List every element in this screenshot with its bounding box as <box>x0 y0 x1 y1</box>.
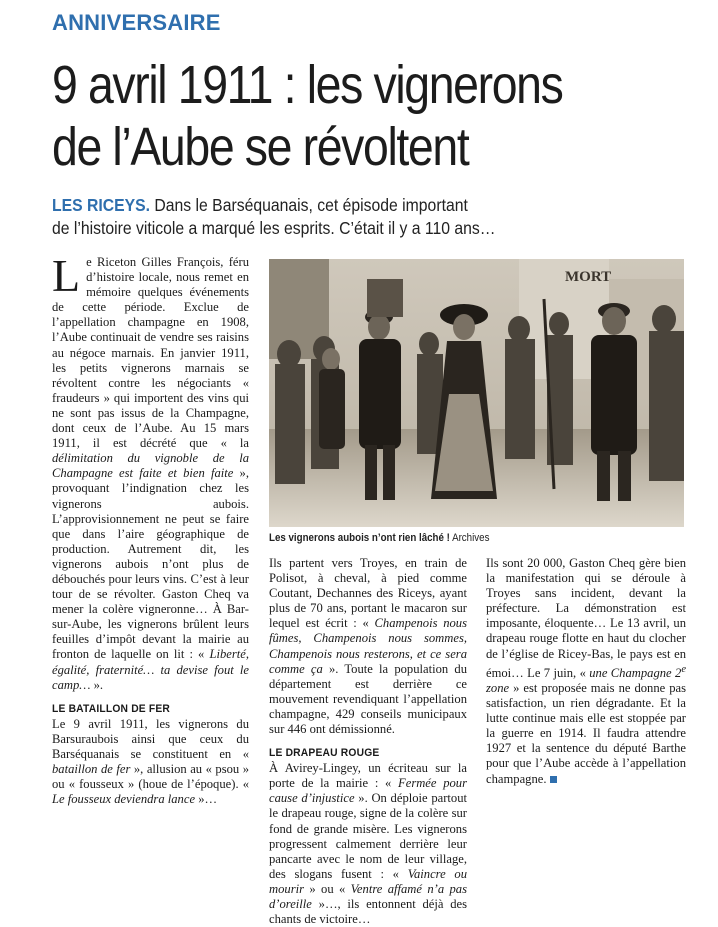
text-run: Ils sont 20 000, Gaston Cheq gère bien la manifestation qui se déroule à Troyes sans incident, devant la préfecture. La démonstration est imposante, éloquente… Le 13 avril, un drapeau rouge flotte en haut du clocher de l’église de Ricey-Bas, le pays est en émoi… Le 7 juin, « <box>486 556 686 680</box>
quote-run: zone <box>486 680 510 695</box>
quote-run: bataillon de fer <box>52 762 131 776</box>
headline-line-1: 9 avril 1911 : les vignerons <box>52 55 563 115</box>
quote-run: Liberté, égalité, fraternité… ta devise fout le camp… <box>52 647 249 692</box>
photo-caption <box>269 532 651 545</box>
article-lead <box>52 194 637 240</box>
text-run: Ils partent vers Troyes, en train de Polisot, à cheval, à pied comme Coutant, Dechannes des Riceys, ayant plus de 70 ans, portant le macaron sur lequel est écrit : « <box>269 556 467 631</box>
text-run: ». <box>90 677 104 692</box>
dropcap-letter: L <box>52 250 81 301</box>
paragraph-intro <box>52 250 249 693</box>
caption-credit: Archives <box>449 532 490 544</box>
lead-line-2: de l’histoire viticole a marqué les esprits. C’était il y a 110 ans… <box>52 218 496 238</box>
text-run: ». Toute la population du département est derrière ce mouvement revendiquant l’appellation champagne, 429 conseils municipaux sur 446 ont démissionné. <box>269 661 467 737</box>
text-run: » est proposée mais ne donne pas satisfaction, un rien dégradante. Et la lutte continue mais elle est stoppée par la guerre en 1914. Il faudra attendre 1927 et la sentence du député Barthe pour que l’Aube accède à l’appellation champagne. <box>486 680 686 786</box>
paragraph-troyes-continued <box>269 556 467 737</box>
paragraph-drapeau <box>269 761 467 927</box>
lead-line-1: Dans le Barséquanais, cet épisode important <box>150 195 468 215</box>
headline-line-2: de l’Aube se révoltent <box>52 117 469 177</box>
text-run: », allusion au « psou » ou « fousseux » (houe de l’époque). « <box>52 762 249 792</box>
quote-run: une Champagne 2 <box>589 665 682 680</box>
quote-run: Champenois nous fûmes, Champenois nous sommes, Champenois nous resterons, et ce sera comme ça <box>269 616 467 676</box>
paragraph-manifestation <box>486 556 686 787</box>
paragraph-bataillon <box>52 717 249 808</box>
quote-run: Vaincre ou mourir <box>269 866 467 896</box>
caption-title: Les vignerons aubois n’ont rien lâché ! <box>269 532 450 544</box>
text-run: » ou « <box>304 881 351 896</box>
section-kicker: ANNIVERSAIRE <box>52 10 221 35</box>
text-run: À Avirey-Lingey, un écriteau sur la porte de la mairie : « <box>269 761 467 791</box>
article-column-2 <box>269 556 467 927</box>
subheading-bataillon: LE BATAILLON DE FER <box>52 702 171 715</box>
article-column-3 <box>486 556 686 787</box>
quote-run: Ventre affamé n’a pas d’oreille <box>269 881 467 911</box>
text-run: »…, ils entonnent déjà des chants de victoire… <box>269 896 467 927</box>
lead-location: LES RICEYS. <box>52 195 151 215</box>
archive-photo <box>269 259 684 527</box>
end-of-article-mark <box>550 776 557 783</box>
quote-run: Fermée pour cause d’injustice <box>269 776 467 806</box>
article-headline <box>52 54 611 178</box>
archive-photo-illustration <box>269 259 684 527</box>
quote-run: délimitation du vignoble de la Champagne est faite et bien faite <box>52 451 249 481</box>
quote-run: e <box>681 663 686 675</box>
text-run: Le 9 avril 1911, les vignerons du Barsuraubois ainsi que ceux du Barséquanais se constituent en « <box>52 716 249 761</box>
text-run: ». On déploie partout le drapeau rouge, signe de la colère sur fond de grande misère. Les vignerons progressent calmement derrière leur pancarte avec le nom de leur village, des slogans fusent : « <box>269 791 468 881</box>
text-run: », provoquant l’indignation chez les vignerons aubois. L’approvisionnement ne peut se faire que dans l’aire géographique de production. Autrement dit, les vignerons aubois n’ont plus de débouchés pour leurs vins. C’est à leur tour de se révolter. Gaston Cheq va mener la colère vigneronne… À Bar-sur-Aube, les vignerons brûlent leurs feuilles d’impôt devant la mairie au fronton de laquelle on lit : « <box>52 466 249 662</box>
article-column-1 <box>52 250 249 807</box>
text-run: »… <box>195 792 218 807</box>
quote-run: Le fousseux deviendra lance <box>52 792 196 807</box>
text-run: e Riceton Gilles François, féru d’histoire locale, nous remet en mémoire quelques événements de cette période. Exclue de l’appellation champagne en 1908, l’Aube continuait de vendre ses raisins au négoce marnais. En janvier 1911, les petits vignerons marnais se révoltent contre les négociants « fraudeurs » qui importent des vins qui ne sont pas issus de la Champagne, dont ceux de l’Aube. Au 15 mars 1911, il est décrété que « la <box>52 255 249 451</box>
shop-sign: MORT <box>565 269 612 285</box>
subheading-drapeau: LE DRAPEAU ROUGE <box>269 747 380 760</box>
